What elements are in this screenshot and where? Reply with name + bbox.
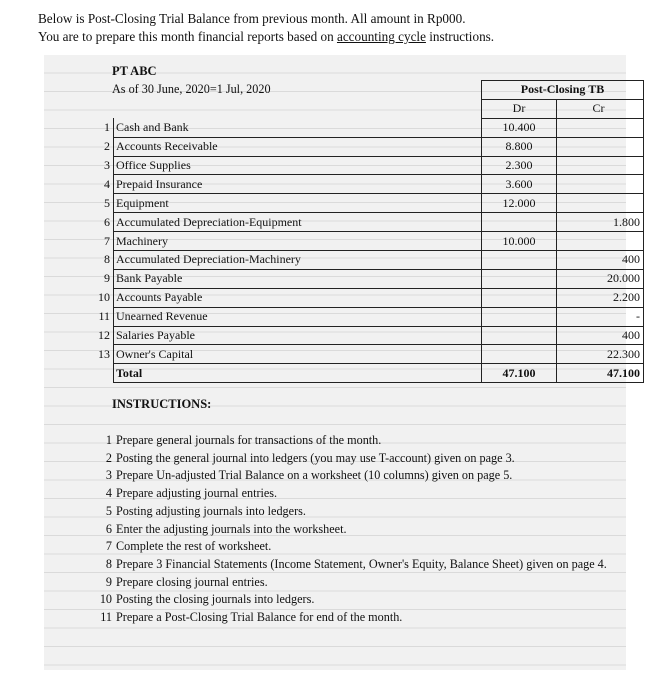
tb-total-spacer (72, 364, 114, 383)
instruction-text: Complete the rest of worksheet. (116, 539, 272, 554)
tb-row (72, 345, 644, 364)
tb-row (72, 213, 644, 232)
tb-row (72, 175, 644, 194)
tb-debit-amount: 8.800 (482, 137, 557, 156)
tb-debit-amount (482, 251, 557, 270)
tb-row-number: 11 (98, 309, 110, 324)
tb-row-number: 6 (104, 214, 110, 229)
tb-debit-amount: 2.300 (482, 156, 557, 175)
instruction-text: Posting the general journal into ledgers (you may use T-account) given on page 3. (116, 450, 515, 465)
instruction-item (96, 503, 616, 521)
tb-account-name: Machinery (114, 232, 482, 251)
instruction-number: 11 (100, 610, 112, 625)
instruction-item (96, 609, 616, 627)
tb-row-number: 3 (104, 158, 110, 172)
tb-row-number: 8 (104, 252, 110, 267)
tb-row (72, 269, 644, 288)
tb-credit-amount (557, 175, 644, 194)
tb-credit-amount (557, 137, 644, 156)
tb-account-name: Owner's Capital (114, 345, 482, 364)
instruction-item (96, 467, 616, 485)
instruction-item (96, 521, 616, 539)
tb-account-name: Prepaid Insurance (114, 175, 482, 194)
instructions-list (96, 432, 616, 627)
tb-credit-amount: 20.000 (557, 269, 644, 288)
instruction-item (96, 591, 616, 609)
tb-account-name: Office Supplies (114, 156, 482, 175)
instruction-item (96, 538, 616, 556)
tb-credit-amount: 22.300 (557, 345, 644, 364)
instruction-number: 5 (105, 503, 112, 518)
instruction-text: Prepare 3 Financial Statements (Income Statement, Owner's Equity, Balance Sheet) given on page 4. (116, 556, 607, 571)
tb-account-name: Accumulated Depreciation-Equipment (114, 213, 482, 232)
tb-row (72, 307, 644, 326)
instruction-item (96, 485, 616, 503)
tb-credit-amount (557, 156, 644, 175)
tb-row-number: 5 (104, 195, 110, 210)
tb-row-number: 12 (98, 328, 110, 343)
tb-debit-amount: 12.000 (482, 194, 557, 213)
instruction-item (96, 556, 616, 574)
intro-line-1: Below is Post-Closing Trial Balance from previous month. All amount in Rp000. (38, 11, 466, 26)
tb-debit-amount: 10.400 (482, 118, 557, 137)
tb-row (72, 232, 644, 251)
tb-row-number: 9 (104, 271, 110, 286)
instruction-text: Prepare general journals for transactions of the month. (116, 433, 382, 447)
tb-row-number: 4 (104, 176, 110, 191)
tb-credit-amount (557, 118, 644, 137)
instruction-text: Prepare closing journal entries. (116, 574, 268, 589)
post-closing-tb-header: Post-Closing TB (482, 81, 644, 100)
tb-credit-amount (557, 194, 644, 213)
tb-row-number: 2 (104, 139, 110, 154)
accounting-cycle-text: accounting cycle (336, 29, 426, 44)
tb-row (72, 288, 644, 307)
tb-row (72, 326, 644, 345)
tb-credit-amount: - (557, 307, 644, 326)
instruction-number: 2 (105, 450, 112, 465)
tb-account-name: Salaries Payable (114, 326, 482, 345)
tb-account-name: Accounts Receivable (114, 137, 482, 156)
instruction-number: 10 (99, 592, 112, 607)
tb-total-credit: 47.100 (557, 364, 644, 383)
tb-credit-amount: 400 (557, 251, 644, 270)
company-name: PT ABC (112, 64, 157, 78)
instruction-number: 6 (105, 521, 112, 536)
tb-subheader-row (72, 99, 644, 118)
tb-row (72, 194, 644, 213)
tb-account-name: Equipment (114, 194, 482, 213)
tb-total-debit: 47.100 (482, 364, 557, 383)
instruction-number: 1 (105, 433, 112, 447)
tb-debit-amount (482, 307, 557, 326)
tb-account-name: Unearned Revenue (114, 307, 482, 326)
instruction-number: 7 (105, 539, 112, 554)
tb-account-name: Cash and Bank (114, 118, 482, 137)
instruction-text: Enter the adjusting journals into the worksheet. (116, 521, 347, 536)
tb-credit-amount: 1.800 (557, 213, 644, 232)
tb-credit-amount (557, 232, 644, 251)
instructions-title: INSTRUCTIONS: (112, 397, 212, 411)
intro-line-2 (38, 28, 494, 46)
tb-row (72, 251, 644, 270)
instruction-text: Prepare adjusting journal entries. (116, 486, 278, 501)
trial-balance-table (72, 80, 644, 383)
instruction-text: Posting adjusting journals into ledgers. (116, 503, 306, 518)
instruction-number: 3 (105, 468, 112, 483)
tb-debit-amount: 10.000 (482, 232, 557, 251)
tb-credit-amount: 400 (557, 326, 644, 345)
tb-debit-amount (482, 213, 557, 232)
tb-row-number: 13 (98, 346, 110, 361)
tb-debit-amount (482, 269, 557, 288)
as-of-date: As of 30 June, 2020=1 Jul, 2020 (112, 82, 271, 96)
instruction-text: Prepare Un-adjusted Trial Balance on a worksheet (10 columns) given on page 5. (116, 468, 513, 483)
tb-credit-amount: 2.200 (557, 288, 644, 307)
tb-row-number: 10 (98, 290, 110, 305)
instruction-number: 4 (105, 486, 112, 501)
tb-row (72, 137, 644, 156)
tb-total-row (72, 364, 644, 383)
tb-row (72, 156, 644, 175)
instruction-text: Posting the closing journals into ledgers. (116, 592, 315, 607)
instruction-number: 8 (105, 556, 112, 571)
dr-header: Dr (482, 99, 557, 118)
tb-header-row (72, 81, 644, 100)
tb-account-name: Accounts Payable (114, 288, 482, 307)
instruction-text: Prepare a Post-Closing Trial Balance for end of the month. (116, 610, 403, 625)
tb-debit-amount (482, 345, 557, 364)
tb-total-label: Total (114, 364, 482, 383)
cr-header: Cr (557, 99, 644, 118)
tb-debit-amount (482, 288, 557, 307)
intro-text (38, 10, 494, 46)
tb-row-number: 1 (104, 120, 110, 135)
instruction-item (96, 432, 616, 450)
tb-debit-amount (482, 326, 557, 345)
intro-line-2-suffix: instructions. (425, 29, 495, 44)
instruction-item (96, 450, 616, 468)
tb-row-number: 7 (104, 233, 110, 248)
intro-line-2-prefix: You are to prepare this month financial reports based on (38, 29, 337, 44)
tb-debit-amount: 3.600 (482, 175, 557, 194)
tb-row (72, 118, 644, 137)
instruction-number: 9 (105, 574, 112, 589)
tb-account-name: Accumulated Depreciation-Machinery (114, 251, 482, 270)
instruction-item (96, 574, 616, 592)
tb-account-name: Bank Payable (114, 269, 482, 288)
